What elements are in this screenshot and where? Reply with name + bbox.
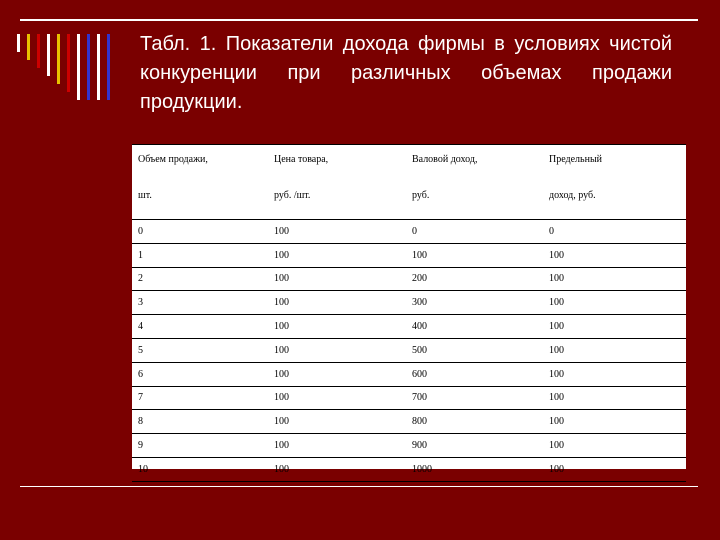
table-cell: 0 [543,220,686,244]
table-row [132,315,686,339]
table-cell: 100 [543,243,686,267]
table-cell: 400 [406,315,543,339]
decorative-stripe [77,34,80,100]
decorative-stripe [87,34,90,100]
table-row [132,220,686,244]
decorative-stripe [97,34,100,100]
table-cell: 10 [132,457,268,481]
table-cell: 3 [132,291,268,315]
table-cell: 100 [543,410,686,434]
table-cell: 100 [543,457,686,481]
table-cell: 700 [406,386,543,410]
table-row [132,410,686,434]
header-cell: доход, руб. [543,171,686,220]
table-cell: 100 [268,386,406,410]
table-cell: 100 [268,362,406,386]
table-cell: 100 [268,220,406,244]
table-cell: 2 [132,267,268,291]
table-cell: 100 [406,243,543,267]
income-table [132,144,686,475]
table-cell: 100 [543,386,686,410]
header-cell: Цена товара, [268,145,406,172]
header-cell: Объем продажи, [132,145,268,172]
table-row [132,457,686,481]
decorative-stripe [47,34,50,76]
table-cell: 0 [132,220,268,244]
table-cell: 100 [543,362,686,386]
table-cell: 800 [406,410,543,434]
slide-title: Табл. 1. Показатели дохода фирмы в условиях чистой конкуренции при различных объемах продажи продукции. [140,33,672,113]
table-cell: 900 [406,434,543,458]
header-cell: руб. [406,171,543,220]
table-row [132,267,686,291]
decorative-stripe [37,34,40,68]
table-header-row-1 [132,145,686,172]
decorative-stripe [17,34,20,52]
table-cell: 9 [132,434,268,458]
table-row [132,386,686,410]
table-cell: 100 [268,291,406,315]
table-cell: 100 [268,267,406,291]
top-divider-line [20,19,698,21]
table-cell: 100 [268,338,406,362]
table-row [132,434,686,458]
decorative-stripe [107,34,110,100]
decorative-stripe [57,34,60,84]
decorative-stripe [67,34,70,92]
table-cell: 1 [132,243,268,267]
header-cell: шт. [132,171,268,220]
table-cell: 100 [268,243,406,267]
header-cell: Предельный [543,145,686,172]
table-cell: 100 [268,410,406,434]
table-cell: 1000 [406,457,543,481]
table-cell: 100 [543,434,686,458]
table-cell: 8 [132,410,268,434]
table-cell: 100 [543,291,686,315]
table-cell: 100 [543,267,686,291]
header-cell: руб. /шт. [268,171,406,220]
table-cell: 100 [268,457,406,481]
table-cell: 7 [132,386,268,410]
table-cell: 100 [543,338,686,362]
table-cell: 100 [543,315,686,339]
table-cell: 0 [406,220,543,244]
table-cell: 4 [132,315,268,339]
table-header-row-2 [132,171,686,220]
table-cell: 6 [132,362,268,386]
table-cell: 500 [406,338,543,362]
header-cell: Валовой доход, [406,145,543,172]
table-cell: 300 [406,291,543,315]
table-cell: 200 [406,267,543,291]
table-row [132,243,686,267]
table-cell: 100 [268,315,406,339]
table-row [132,362,686,386]
bottom-divider-line [20,486,698,487]
table-cell: 5 [132,338,268,362]
table-row [132,338,686,362]
table-cell: 100 [268,434,406,458]
decorative-stripe [27,34,30,60]
table-row [132,291,686,315]
table-cell: 600 [406,362,543,386]
